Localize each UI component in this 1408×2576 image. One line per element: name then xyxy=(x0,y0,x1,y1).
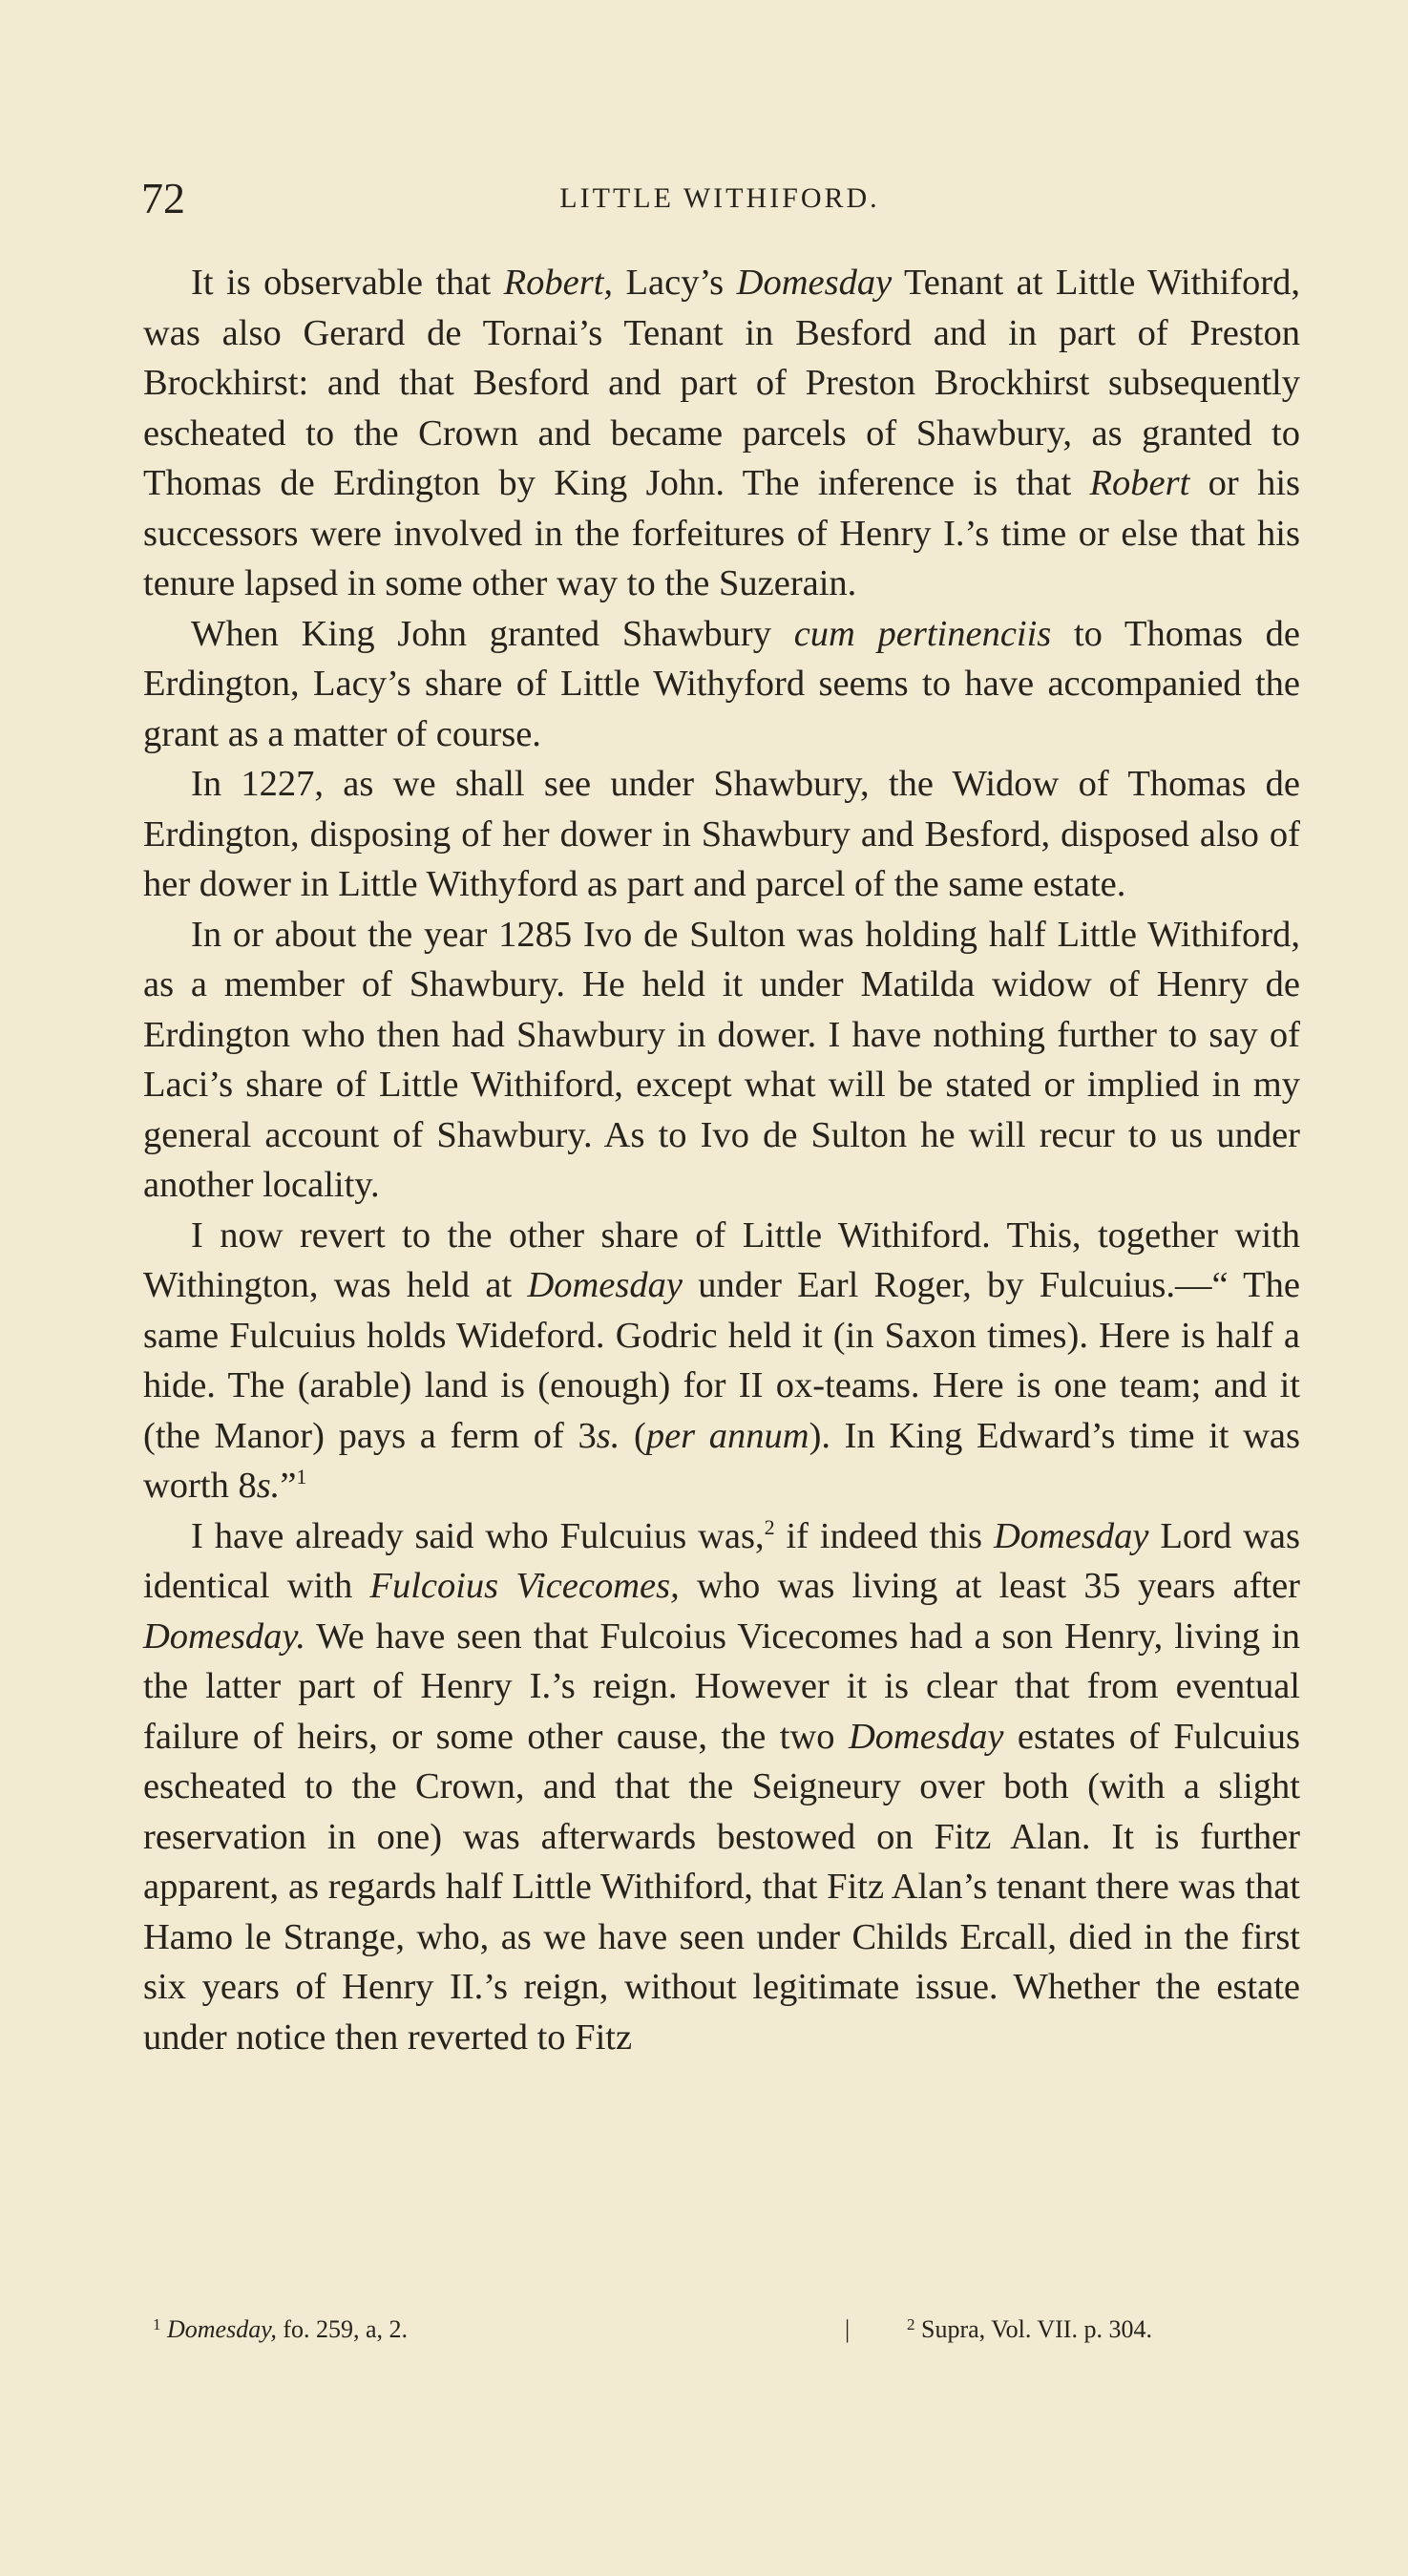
text-run: I have already said who Fulcuius was, xyxy=(191,1515,765,1556)
body-text xyxy=(143,258,1300,2062)
text-run: or his successors were involved in the forfeitures of Henry I.’s time or else that his tenure lapsed in some other way to the Suzerain. xyxy=(143,463,1300,603)
footnote-text: Supra, Vol. VII. p. 304. xyxy=(914,2315,1152,2343)
italic-text: s. xyxy=(596,1415,620,1456)
text-run: Lacy’s xyxy=(613,263,737,303)
paragraph xyxy=(143,759,1300,910)
page-header xyxy=(141,170,1298,227)
text-run: I now revert to the other share of Little Withiford. This, together with Withington, was held at xyxy=(143,1214,1300,1305)
text-run: It is observable that xyxy=(191,263,504,303)
italic-text: Domesday xyxy=(736,263,893,303)
text-run: if indeed this xyxy=(774,1515,994,1556)
footnote-mark: 2 xyxy=(907,2315,915,2333)
footnote-2 xyxy=(907,2311,1152,2349)
text-run: ” xyxy=(280,1466,297,1506)
italic-text: cum pertinenciis xyxy=(793,613,1052,654)
italic-text: Fulcoius Vicecomes, xyxy=(369,1566,680,1606)
page-number: 72 xyxy=(141,174,185,222)
text-run: ). In King Edward’s time it was worth 8 xyxy=(143,1415,1300,1506)
italic-text: Robert xyxy=(1089,463,1190,503)
footnote-source: Domesday, xyxy=(167,2315,277,2343)
footnote-separator: | xyxy=(845,2315,851,2343)
text-run: We have seen that Fulcoius Vicecomes had a son Henry, living in the latter part of Henry I.’s reign. However it is clear that from eventual failure of heirs, or some other cause, the two xyxy=(143,1615,1300,1757)
text-run: When King John granted Shawbury xyxy=(191,613,794,654)
footnote-mark: 1 xyxy=(153,2315,161,2333)
text-run: Tenant at Little Withiford, was also Gerard de Tornai’s Tenant in Besford and in part of Preston Brockhirst: and that Besford and part of Preston Brockhirst subsequently escheated to the Crown and became parcels of Shawbury, as granted to Thomas de Erdington by King John. The inference is that xyxy=(143,263,1300,503)
text-run: to Thomas de Erdington, Lacy’s share of Little Withyford seems to have accompanied the grant as a matter of course. xyxy=(143,613,1300,754)
italic-text: s. xyxy=(256,1466,281,1506)
italic-text: Robert, xyxy=(503,263,614,303)
text-run: In or about the year 1285 Ivo de Sulton was holding half Little Withiford, as a member of Shawbury. He held it under Matilda widow of Henry de Erdington who then had Shawbury in dower. I have nothing further to say of Laci’s share of Little Withiford, except what will be stated or implied in my general account of Shawbury. As to Ivo de Sulton he will recur to us under another locality. xyxy=(143,914,1300,1205)
text-run: In 1227, as we shall see under Shawbury, the Widow of Thomas de Erdington, disposing of her dower in Shawbury and Besford, disposed also of her dower in Little Withyford as part and parcel of the same estate. xyxy=(143,764,1300,904)
paragraph xyxy=(143,1511,1300,2063)
italic-text: Domesday xyxy=(993,1515,1149,1556)
footnote-reference: 1 xyxy=(296,1465,307,1489)
italic-text: Domesday. xyxy=(143,1615,306,1657)
paragraph xyxy=(143,609,1300,760)
footnotes xyxy=(143,2311,1300,2349)
footnote-text: fo. 259, a, 2. xyxy=(276,2315,409,2343)
paragraph xyxy=(143,910,1300,1211)
italic-text: per annum xyxy=(645,1415,809,1456)
text-run: ( xyxy=(620,1415,646,1456)
italic-text: Domesday xyxy=(527,1265,683,1305)
italic-text: Domesday xyxy=(848,1716,1004,1757)
footnote-reference: 2 xyxy=(764,1514,775,1539)
text-run: estates of Fulcuius escheated to the Crown, and that the Seigneury over both (with a slight reservation in one) was afterwards bestowed on Fitz Alan. It is further apparent, as regards half Little Withiford, that Fitz Alan’s tenant there was that Hamo le Strange, who, as we have seen under Childs Ercall, died in the first six years of Henry II.’s reign, without legitimate issue. Whether the estate under notice then reverted to Fitz xyxy=(143,1716,1300,2058)
footnote-1 xyxy=(153,2311,408,2349)
text-run: Lord was identical with xyxy=(143,1515,1300,1606)
text-run: under Earl Roger, by Fulcuius.—“ The same Fulcuius holds Wideford. Godric held it (in Saxon times). Here is half a hide. The (arable) land is (enough) for II ox-teams. Here is one team; and it (the Manor) pays a ferm of 3 xyxy=(143,1265,1301,1456)
text-run: who was living at least 35 years after xyxy=(679,1566,1300,1606)
paragraph xyxy=(143,258,1300,609)
running-title: LITTLE WITHIFORD. xyxy=(559,182,880,214)
paragraph xyxy=(143,1211,1300,1511)
